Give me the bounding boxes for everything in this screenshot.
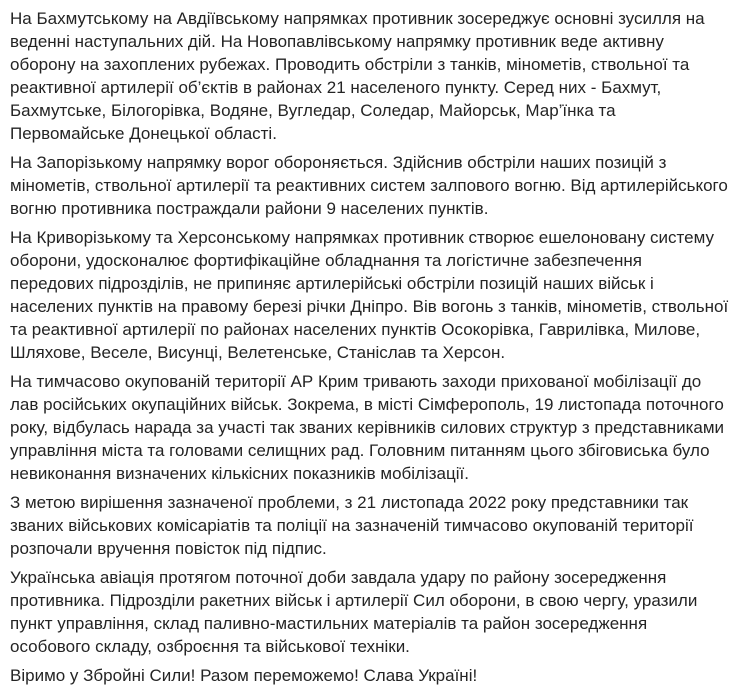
paragraph-kryvyi-rih-kherson-direction: На Криворізькому та Херсонському напрямках противник створює ешелоновану систему оборони, удосконалює фортифікаційне обладнання та логістичне забезпечення передових підрозділів, не припиняє артилерійські обстріли позицій наших військ і населених пунктів на правому березі річки Дніпро. Вів вогонь з танків, мінометів, ствольної та реактивної артилерії по районах населених пунктів Осокорівка, Гаврилівка, Милове, Шляхове, Веселе, Висунці, Велетенське, Станіслав та Херсон. xyxy=(10,228,729,362)
paragraph-ukrainian-aviation-strikes: Українська авіація протягом поточної доби завдала удару по району зосередження противника. Підрозділи ракетних військ і артилерії Сил оборони, в свою чергу, уразили пункт управління, склад паливно-мастильних матеріалів та район зосередження особового складу, озброєння та військової техніки. xyxy=(10,568,698,656)
paragraph-bakhmut-avdiivka-direction: На Бахмутському на Авдіївському напрямках противник зосереджує основні зусилля на веденні наступальних дій. На Новопавлівському напрямку противник веде активну оборону на захоплених рубежах. Проводить обстріли з танків, мінометів, ствольної та реактивної артилерії об’єктів в районах 21 населеного пункту. Серед них - Бахмут, Бахмутське, Білогорівка, Водяне, Вугледар, Соледар, Майорськ, Мар’їнка та Первомайське Донецької області. xyxy=(10,9,705,143)
paragraph-summons-delivery: З метою вирішення зазначеної проблеми, з 21 листопада 2022 року представники так званих військових комісаріатів та поліції на зазначеній тимчасово окупованій території розпочали вручення повісток під підпис. xyxy=(10,493,694,558)
paragraph-victory-slogan: Віримо у Збройні Сили! Разом переможемо! Слава Україні! xyxy=(10,666,478,685)
paragraph-zaporizhzhia-direction: На Запорізькому напрямку ворог обороняється. Здійснив обстріли наших позицій з мінометів, ствольної артилерії та реактивних систем залпового вогню. Від артилерійського вогню противника постраждали райони 9 населених пунктів. xyxy=(10,153,728,218)
paragraph-crimea-mobilization: На тимчасово окупованій території АР Крим тривають заходи прихованої мобілізації до лав російських окупаційних військ. Зокрема, в місті Сімферополь, 19 листопада поточного року, відбулась нарада за участі так званих керівників силових структур з представниками управління міста та головами селищних рад. Головним питанням цього збіговиська було невиконання визначених кількісних показників мобілізації. xyxy=(10,372,725,483)
